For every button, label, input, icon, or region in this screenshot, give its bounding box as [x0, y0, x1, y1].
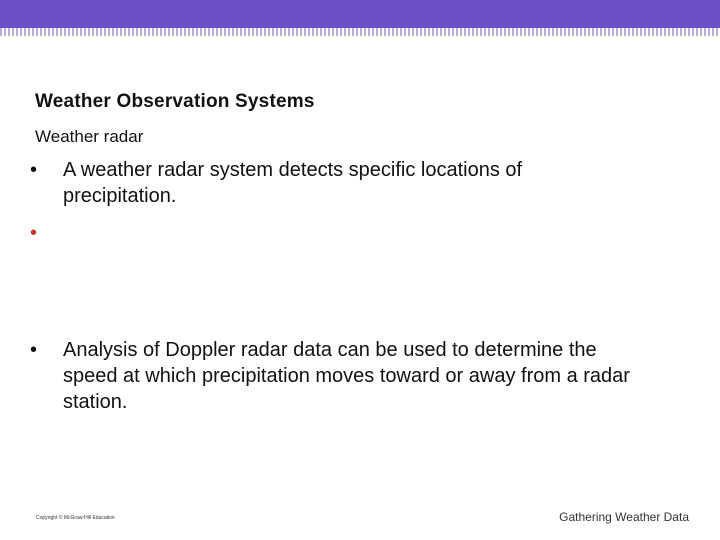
bullet-text: Analysis of Doppler radar data can be used to determine the speed at which precipitation moves toward or away from a radar station. — [63, 339, 630, 413]
bullet-marker: • — [30, 159, 38, 181]
bullet-text: A weather radar system detects specific locations of precipitation. — [63, 159, 523, 207]
copyright-notice: Copyright © McGraw-Hill Education — [36, 515, 115, 521]
bullet-marker: • — [30, 339, 38, 361]
bullet-item — [30, 157, 630, 209]
bullet-item-empty — [30, 220, 630, 246]
footer-section-title: Gathering Weather Data — [559, 510, 689, 524]
header-band — [0, 0, 720, 28]
bullet-item — [30, 337, 630, 415]
bullet-marker: • — [30, 222, 38, 244]
slide-subtitle: Weather radar — [35, 127, 144, 146]
header-stripe — [0, 28, 720, 36]
slide-title: Weather Observation Systems — [35, 91, 315, 112]
